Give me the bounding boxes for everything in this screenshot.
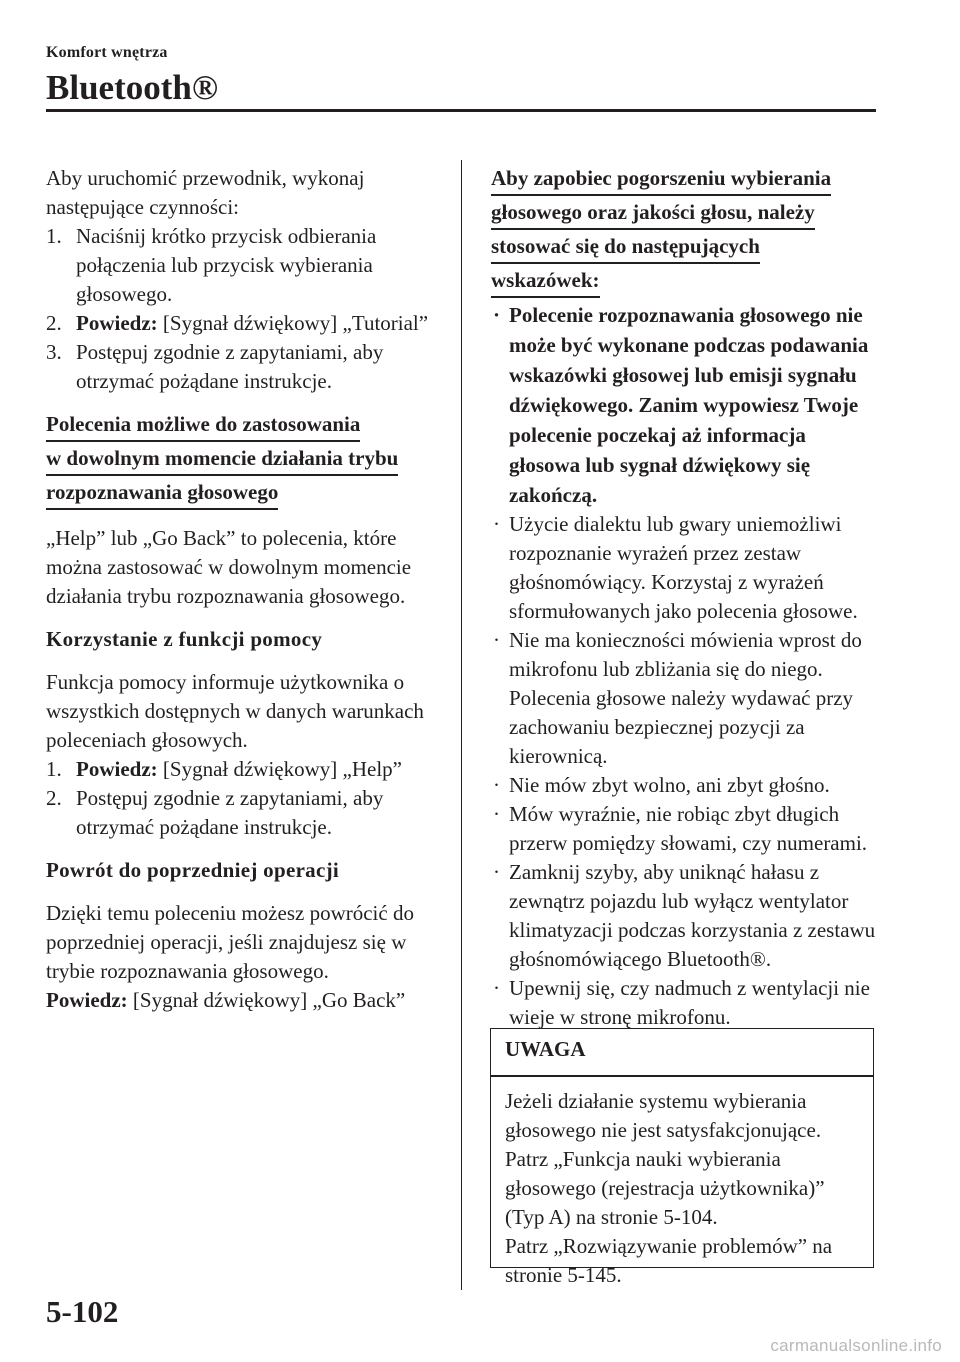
step-number: 2. <box>46 311 62 335</box>
bullet-icon: · <box>493 303 501 327</box>
step-item <box>46 309 436 338</box>
subheading-help: Korzystanie z funkcji pomocy <box>46 627 323 651</box>
command-text: [Sygnał dźwiękowy] „Go Back” <box>127 988 406 1012</box>
step-command: [Sygnał dźwiękowy] „Tutorial” <box>157 311 429 335</box>
note-line: Patrz „Funkcja nauki wybierania głosowego (rejestracja użytkownika)” (Typ A) na stronie 5-104. <box>505 1146 825 1229</box>
heading-line: w dowolnym momencie działania trybu <box>46 444 398 476</box>
tip-text: Polecenie rozpoznawania głosowego nie może być wykonane podczas podawania wskazówki głosowej lub emisji sygnału dźwiękowego. Zanim wypowiesz Twoje polecenie poczekaj aż informacja głosowa lub sygnał dźwiękowy się zakończą. <box>509 303 869 507</box>
step-text: Naciśnij krótko przycisk odbierania połączenia lub przycisk wybierania głosowego. <box>76 224 377 306</box>
right-column <box>491 164 881 1032</box>
list-item <box>491 300 881 510</box>
left-column <box>46 164 436 1015</box>
tips-heading <box>491 164 881 300</box>
help-paragraph: Funkcja pomocy informuje użytkownika o wszystkich dostępnych w danych warunkach poleceniach głosowych. <box>46 670 424 752</box>
page-header <box>46 44 876 106</box>
tip-text: Nie mów zbyt wolno, ani zbyt głośno. <box>509 773 830 797</box>
note-body <box>491 1077 873 1290</box>
note-title: UWAGA <box>505 1037 586 1061</box>
tip-text: Zamknij szyby, aby uniknąć hałasu z zewnątrz pojazdu lub wyłącz wentylator klimatyzacji podczas korzystania z zestawu głośnomówiącego Bluetooth®. <box>509 860 876 971</box>
go-back-command <box>46 986 436 1015</box>
step-item <box>46 755 436 784</box>
step-number: 2. <box>46 786 62 810</box>
step-number: 3. <box>46 340 62 364</box>
tip-text: Mów wyraźnie, nie robiąc zbyt długich przerw pomiędzy słowami, czy numerami. <box>509 802 868 855</box>
heading-line: Polecenia możliwe do zastosowania <box>46 410 360 442</box>
list-item <box>491 771 881 800</box>
note-line: Jeżeli działanie systemu wybierania głosowego nie jest satysfakcjonujące. <box>505 1088 822 1142</box>
heading-line: Aby zapobiec pogorszeniu wybierania <box>491 164 831 196</box>
step-text <box>76 755 436 784</box>
bullet-icon: · <box>493 628 500 652</box>
help-steps <box>46 755 436 842</box>
tip-text: Upewnij się, czy nadmuch z wentylacji nie wieje w stronę mikrofonu. <box>509 976 870 1029</box>
list-item <box>491 510 881 626</box>
watermark: carmanualsonline.info <box>770 1336 942 1355</box>
step-item <box>46 784 436 842</box>
tip-text: Nie ma konieczności mówienia wprost do mikrofonu lub zbliżania się do niego. Polecenia głosowe należy wydawać przy zachowaniu bezpiecznej pozycji za kierownicą. <box>509 628 862 768</box>
bullet-icon: · <box>493 860 500 884</box>
guide-steps <box>46 222 436 396</box>
step-item <box>46 338 436 396</box>
step-text: Postępuj zgodnie z zapytaniami, aby otrzymać pożądane instrukcje. <box>76 786 384 839</box>
bullet-icon: · <box>493 976 500 1000</box>
heading-line: stosować się do następujących <box>491 232 760 264</box>
bullet-icon: · <box>493 512 500 536</box>
intro-text: Aby uruchomić przewodnik, wykonaj następujące czynności: <box>46 166 365 219</box>
step-command: [Sygnał dźwiękowy] „Help” <box>157 757 402 781</box>
note-line: Patrz „Rozwiązywanie problemów” na stronie 5-145. <box>505 1233 833 1287</box>
step-number: 1. <box>46 757 62 781</box>
say-label: Powiedz: <box>76 757 158 781</box>
commands-paragraph: „Help” lub „Go Back” to polecenia, które można zastosować w dowolnym momencie działania trybu rozpoznawania głosowego. <box>46 526 412 608</box>
go-back-paragraph: Dzięki temu poleceniu możesz powrócić do poprzedniej operacji, jeśli znajdujesz się w trybie rozpoznawania głosowego. <box>46 901 414 983</box>
say-label: Powiedz: <box>46 988 128 1012</box>
heading-line: rozpoznawania głosowego <box>46 478 278 510</box>
header-rule <box>46 109 876 112</box>
list-item <box>491 800 881 858</box>
heading-line: głosowego oraz jakości głosu, należy <box>491 198 815 230</box>
bullet-icon: · <box>493 773 500 797</box>
step-text <box>76 309 436 338</box>
list-item <box>491 858 881 974</box>
step-number: 1. <box>46 224 62 248</box>
section-label: Komfort wnętrza <box>46 44 168 61</box>
say-label: Powiedz: <box>76 311 158 335</box>
tip-text: Użycie dialektu lub gwary uniemożliwi rozpoznanie wyrażeń przez zestaw głośnomówiący. Korzystaj z wyrażeń sformułowanych jako polecenia głosowe. <box>509 512 858 623</box>
list-item <box>491 974 881 1032</box>
section-heading-commands <box>46 410 436 512</box>
step-text: Postępuj zgodnie z zapytaniami, aby otrzymać pożądane instrukcje. <box>76 340 384 393</box>
list-item <box>491 626 881 771</box>
note-box <box>490 1028 874 1287</box>
page-title: Bluetooth® <box>46 68 218 107</box>
subheading-go-back: Powrót do poprzedniej operacji <box>46 858 340 882</box>
step-item <box>46 222 436 309</box>
tips-list <box>491 300 881 1032</box>
column-divider <box>461 160 462 1290</box>
bullet-icon: · <box>493 802 500 826</box>
heading-line: wskazówek: <box>491 266 600 298</box>
page-number: 5-102 <box>46 1294 119 1329</box>
